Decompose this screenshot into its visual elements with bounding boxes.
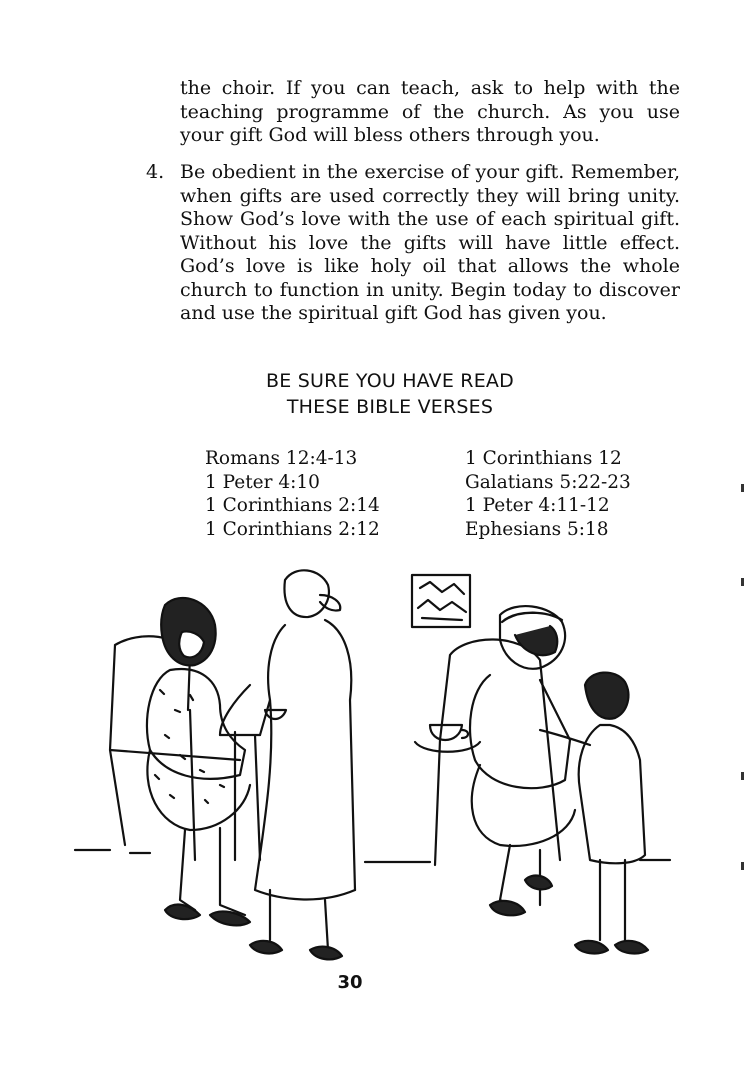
verse-reference: 1 Peter 4:11-12 [465, 495, 610, 516]
verse-reference: Romans 12:4-13 [205, 448, 358, 469]
verse-reference: 1 Peter 4:10 [205, 471, 320, 493]
verse-reference: Galatians 5:22-23 [465, 471, 631, 493]
scan-edge-mark [741, 862, 744, 870]
section-heading-line-2: THESE BIBLE VERSES [286, 396, 494, 418]
section-heading-line-1: BE SURE YOU HAVE READ [266, 370, 514, 392]
standing-woman-left-icon [220, 570, 355, 959]
scan-edge-mark [741, 484, 744, 492]
list-item-text: Be obedient in the exercise of your gift. Remember, when gifts are used correctly they will bring unity. Show God’s love with the use of each spiritual gift. Without his love the gifts will have little effect. God’s love is like holy oil that allows the whole church to function in unity. Begin today to discover and use the spiritual gift God has given you. [180, 161, 680, 324]
verses-right-column [465, 447, 631, 541]
verse-reference: 1 Corinthians 2:14 [205, 495, 380, 516]
scan-edge-mark [741, 578, 744, 586]
scan-edge-mark [741, 772, 744, 780]
page-number: 30 [337, 972, 363, 993]
seated-woman-right-icon [470, 606, 575, 915]
list-item-number: 4. [146, 161, 165, 183]
wall-picture-icon [412, 575, 470, 627]
church-women-illustration [70, 560, 690, 980]
verses-left-column [205, 447, 380, 541]
verse-reference: 1 Corinthians 2:12 [205, 518, 380, 540]
verse-reference: 1 Corinthians 12 [465, 448, 622, 469]
continued-paragraph: the choir. If you can teach, ask to help with the teaching programme of the church. As you use your gift God will bless others through you. [180, 77, 680, 146]
verse-reference: Ephesians 5:18 [465, 518, 609, 540]
